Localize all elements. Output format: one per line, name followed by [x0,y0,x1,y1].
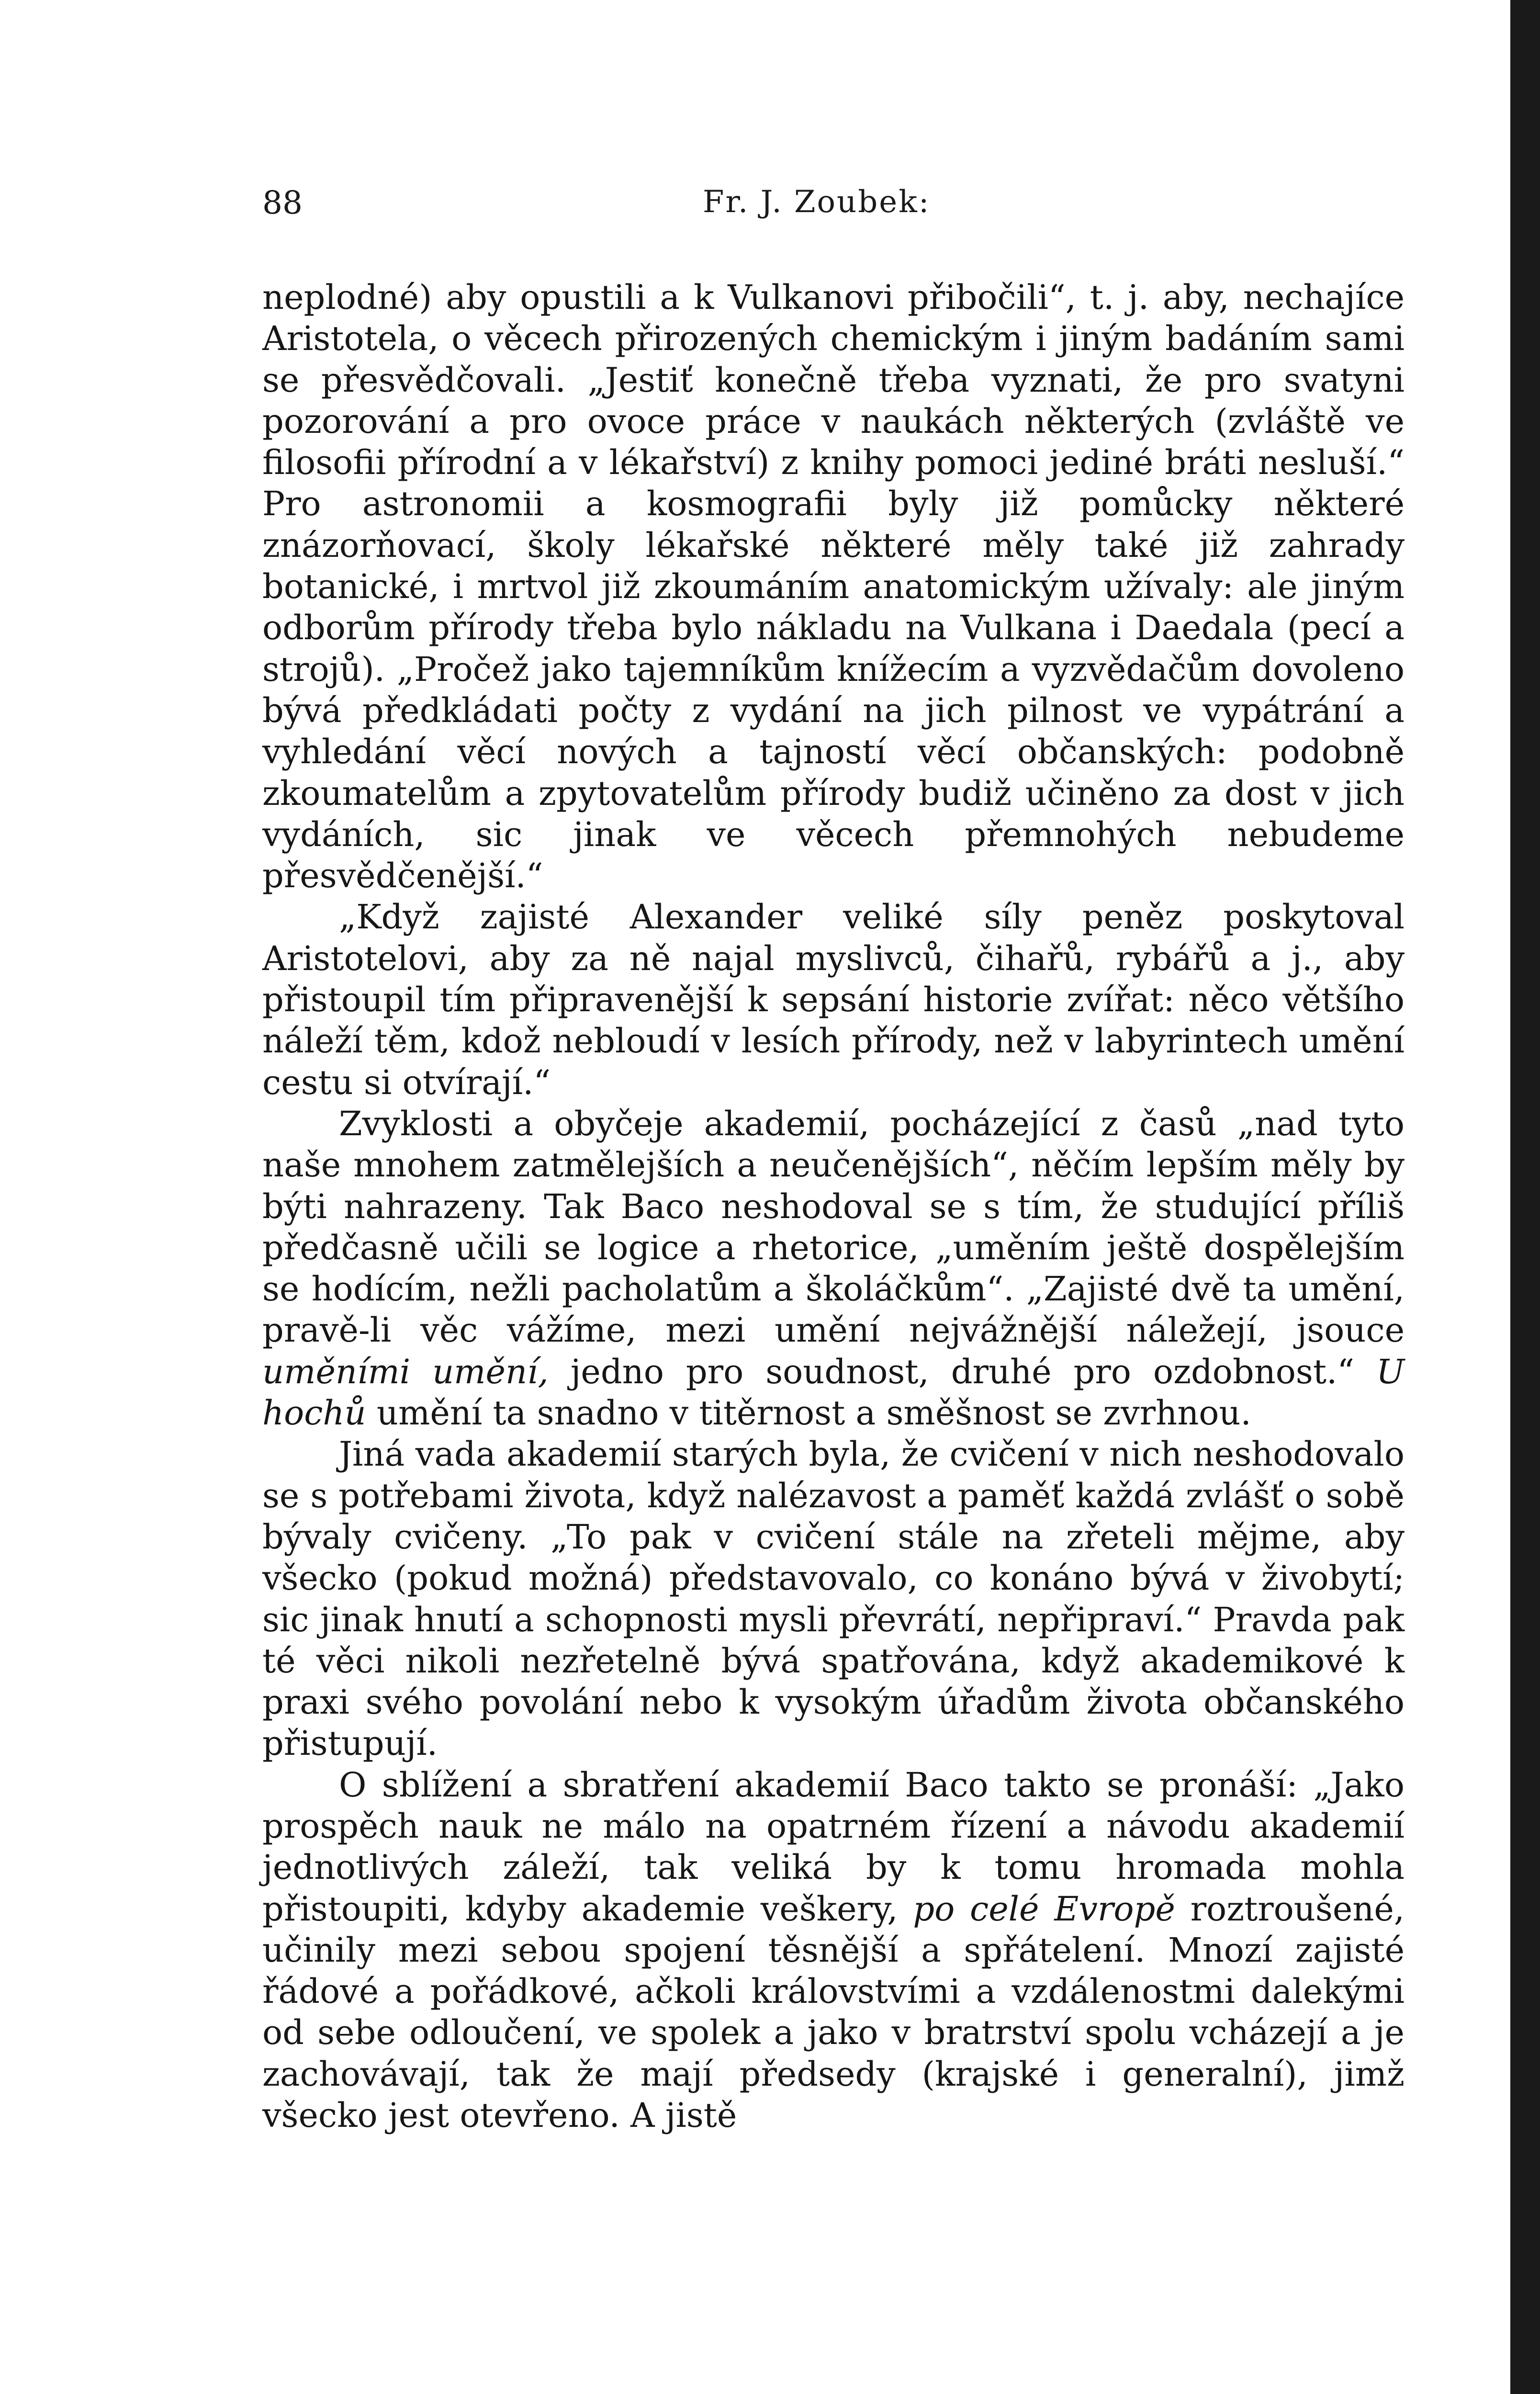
paragraph [262,896,1405,1103]
italic-text-run: uměními umění, [262,1352,549,1391]
italic-text-run: U hochů [262,1352,1405,1433]
running-title: Fr. J. Zoubek: [703,184,931,220]
paragraph [262,1434,1405,1764]
italic-text-run: po celé Evropě [913,1889,1175,1929]
paragraph [262,277,1405,896]
paragraph [262,1764,1405,2136]
text-run: roztroušené, učinily mezi sebou spojení těsnější a spřátelení. Mnozí zajisté řádové a pořádkové, ačkoli královstvími a vzdálenostmi dalekými od sebe odloučení, ve spolek a jako v bratrství spolu vcházejí a je zachovávají, tak že mají předsedy (krajské i generalní), jimž všecko jest otevřeno. A jistě [262,1889,1405,2135]
text-run: Zvyklosti a obyčeje akademií, pocházející z časů „nad tyto naše mnohem zatmělejších a neučenějších“, něčím lepším měly by býti nahrazeny. Tak Baco neshodoval se s tím, že studující příliš předčasně učili se logice a rhetorice, „uměním ještě dospělejším se hodícím, nežli pacholatům a školáčkům“. „Zajisté dvě ta umění, pravě-li věc vážíme, mezi umění nejvážnější náležejí, jsouce [262,1104,1405,1350]
text-run: „Když zajisté Alexander veliké síly peněz poskytoval Aristotelovi, aby za ně najal myslivců, čihařů, rybářů a j., aby přistoupil tím připravenější k sepsání historie zvířat: něco většího náleží těm, kdož nebloudí v lesích přírody, než v labyrintech umění cestu si otvírají.“ [262,897,1405,1102]
text-run: O sblížení a sbratření akademií Baco takto se pronáší: „Jako prospěch nauk ne málo na opatrném řízení a návodu akademií jednotlivých záleží, tak veliká by k tomu hromada mohla přistoupiti, kdyby akademie veškery, [262,1765,1405,1929]
text-run: jedno pro soudnost, druhé pro ozdobnost.“ [548,1352,1376,1391]
body-text [262,277,1405,2136]
paragraph [262,1103,1405,1434]
page-header [262,184,1435,227]
text-run: Jiná vada akademií starých byla, že cvičení v nich neshodovalo se s potřebami života, když nalézavost a paměť každá zvlášť o sobě bývaly cvičeny. „To pak v cvičení stále na zřeteli mějme, aby všecko (pokud možná) představovalo, co konáno bývá v živobytí; sic jinak hnutí a schopnosti mysli převrátí, nepřipraví.“ Pravda pak té věci nikoli nezřetelně bývá spatřována, když akademikové k praxi svého povolání nebo k vysokým úřadům života občanského přistupují. [262,1434,1405,1763]
page-number: 88 [262,184,303,221]
text-run: neplodné) aby opustili a k Vulkanovi přibočili“, t. j. aby, nechajíce Aristotela, o věcech přirozených chemickým i jiným badáním sami se přesvědčovali. „Jestiť konečně třeba vyznati, že pro svatyni pozorování a pro ovoce práce v naukách některých (zvláště ve filosofii přírodní a v lékařství) z knihy pomoci jediné bráti nesluší.“ Pro astronomii a kosmografii byly již pomůcky některé znázorňovací, školy lékařské některé měly také již zahrady botanické, i mrtvol již zkoumáním anatomickým užívaly: ale jiným odborům přírody třeba bylo nákladu na Vulkana i Daedala (pecí a strojů). „Pročež jako tajemníkům knížecím a vyzvědačům dovoleno bývá předkládati počty z vydání na jich pilnost ve vypátrání a vyhledání věcí nových a tajností věcí občanských: podobně zkoumatelům a zpytovatelům přírody budiž učiněno za dost v jich vydáních, sic jinak ve věcech přemnohých nebudeme přesvědčenější.“ [262,278,1405,896]
page-edge-shadow [1510,0,1540,2394]
text-run: umění ta snadno v titěrnost a směšnost se zvrhnou. [366,1393,1251,1433]
